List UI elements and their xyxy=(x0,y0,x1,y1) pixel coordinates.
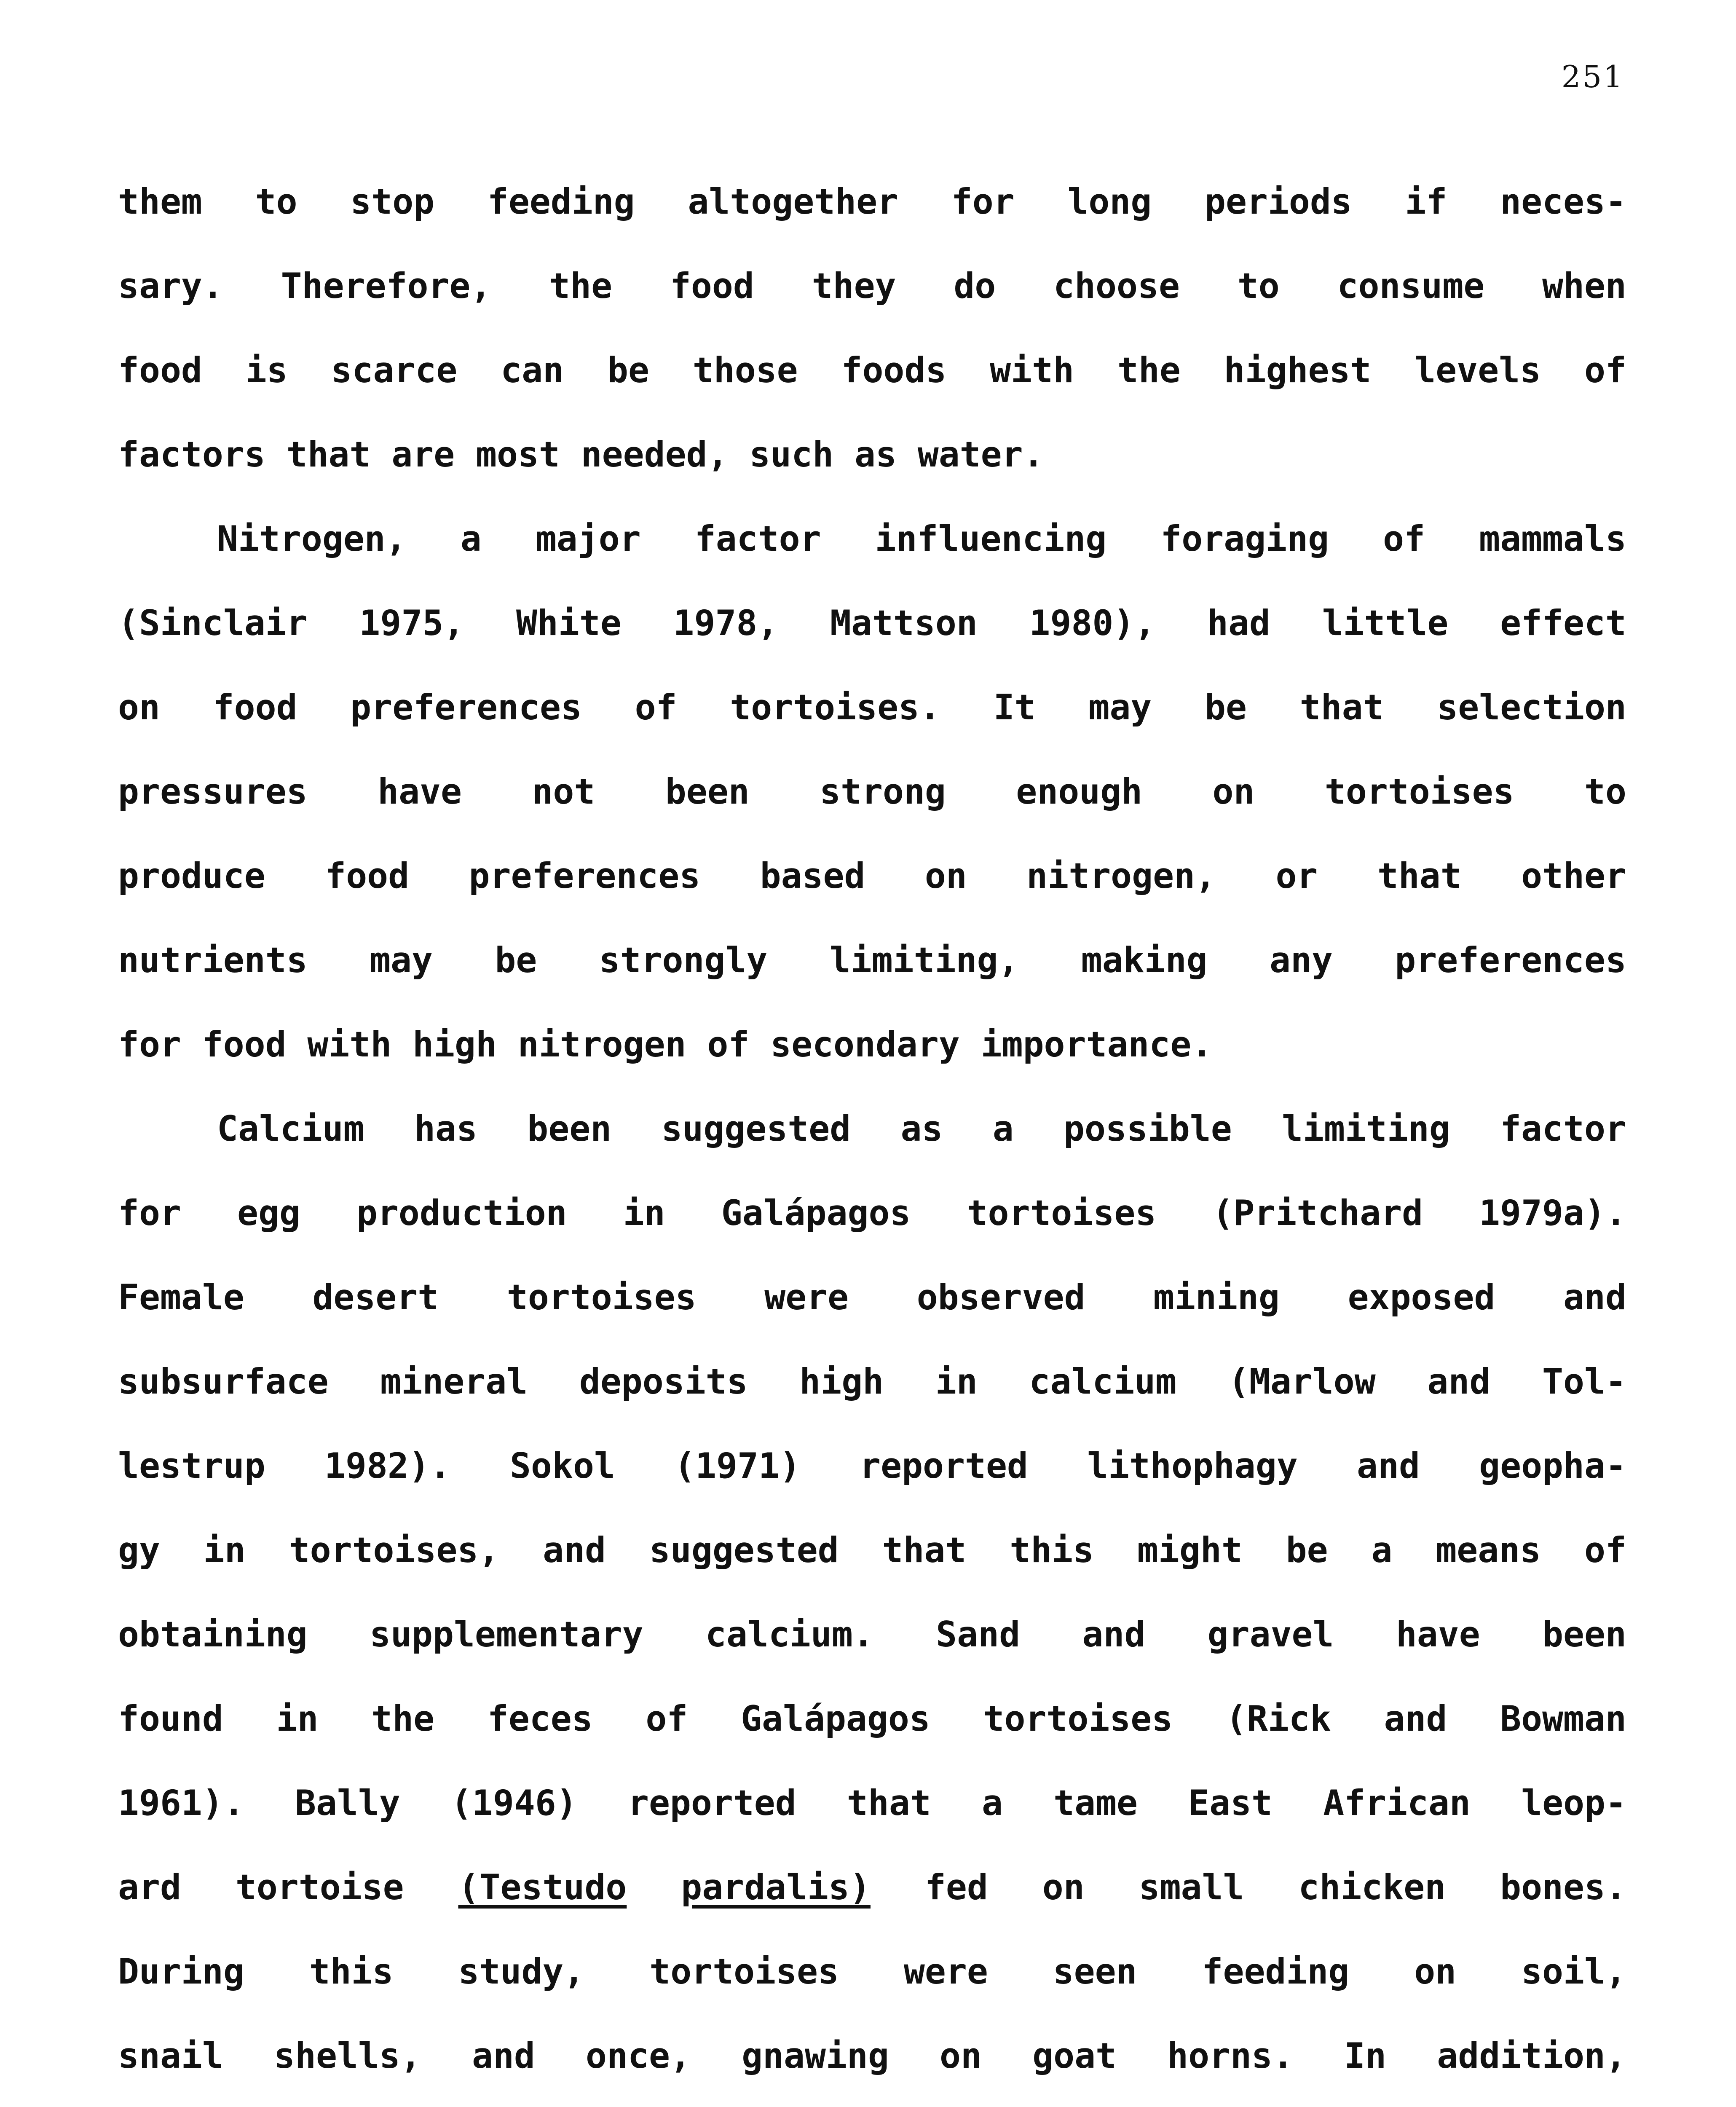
word: feces xyxy=(487,1698,593,1739)
word: and xyxy=(1384,1698,1447,1739)
italic-term: pardalis) xyxy=(681,1867,871,1908)
word: on xyxy=(118,687,160,728)
word: During xyxy=(118,1951,244,1992)
word: and xyxy=(543,1530,606,1571)
word: high xyxy=(413,1024,497,1065)
word: of xyxy=(1383,518,1425,559)
word: periods xyxy=(1204,181,1352,222)
word: feeding xyxy=(487,181,635,222)
word: on xyxy=(1042,1867,1085,1908)
word: water. xyxy=(917,434,1044,475)
word: mining xyxy=(1153,1277,1280,1318)
word: most xyxy=(476,434,560,475)
word: tortoises xyxy=(506,1277,697,1318)
word: for xyxy=(118,1024,181,1065)
word: means xyxy=(1436,1530,1541,1571)
text-line xyxy=(118,1783,1626,1867)
word: if xyxy=(1405,181,1447,222)
word: can xyxy=(501,350,564,391)
text-line xyxy=(118,181,1626,265)
word: Galápagos xyxy=(721,1193,911,1233)
text-line xyxy=(118,771,1626,855)
word: or xyxy=(1275,855,1318,896)
word: to xyxy=(1237,265,1280,306)
text-line xyxy=(118,1277,1626,1361)
word: of xyxy=(707,1024,750,1065)
word: foods xyxy=(841,350,947,391)
word: food xyxy=(118,350,202,391)
word: based xyxy=(760,855,865,896)
word: be xyxy=(607,350,649,391)
word: that xyxy=(847,1783,931,1823)
word: this xyxy=(1010,1530,1094,1571)
word: with xyxy=(990,350,1074,391)
word: in xyxy=(203,1530,246,1571)
word: as xyxy=(854,434,897,475)
word: Bowman xyxy=(1500,1698,1626,1739)
word: do xyxy=(954,265,996,306)
word: limiting xyxy=(1282,1108,1450,1149)
word: such xyxy=(749,434,834,475)
word: addition, xyxy=(1437,2035,1626,2076)
word: that xyxy=(1377,855,1462,896)
word: food xyxy=(202,1024,287,1065)
word: bones. xyxy=(1500,1867,1626,1908)
word: preferences xyxy=(1395,940,1626,981)
word: goat xyxy=(1032,2035,1117,2076)
word: (Pritchard xyxy=(1212,1193,1423,1233)
word: be xyxy=(1204,687,1247,728)
word: food xyxy=(670,265,754,306)
text-line xyxy=(118,687,1626,771)
word: for xyxy=(118,1193,181,1233)
word: and xyxy=(1427,1361,1491,1402)
word: levels xyxy=(1415,350,1541,391)
word: leop- xyxy=(1521,1783,1626,1823)
word: and xyxy=(472,2035,535,2076)
word: preferences xyxy=(469,855,701,896)
word: a xyxy=(1371,1530,1393,1571)
word: strongly xyxy=(599,940,768,981)
text-line xyxy=(118,603,1626,687)
word: may xyxy=(370,940,433,981)
text-line xyxy=(118,1698,1626,1783)
text-line xyxy=(118,1024,1626,1108)
word: for xyxy=(951,181,1015,222)
word: Tol- xyxy=(1542,1361,1626,1402)
word: tortoises xyxy=(983,1698,1173,1739)
word: calcium xyxy=(1029,1361,1177,1402)
word: Sand xyxy=(936,1614,1021,1655)
word: is xyxy=(245,350,288,391)
word: been xyxy=(527,1108,612,1149)
word: lithophagy xyxy=(1087,1445,1298,1486)
word: to xyxy=(1584,771,1626,812)
text-line xyxy=(118,350,1626,434)
text-line xyxy=(118,1614,1626,1698)
word: the xyxy=(549,265,613,306)
word: East xyxy=(1188,1783,1273,1823)
word: as xyxy=(900,1108,943,1149)
word: long xyxy=(1067,181,1152,222)
word: secondary xyxy=(770,1024,960,1065)
word: stop xyxy=(350,181,435,222)
word: a xyxy=(992,1108,1014,1149)
word: (1971) xyxy=(674,1445,801,1486)
word: were xyxy=(903,1951,988,1992)
word: the xyxy=(371,1698,435,1739)
word: making xyxy=(1081,940,1208,981)
word: obtaining xyxy=(118,1614,308,1655)
word: reported xyxy=(860,1445,1028,1486)
word: strong xyxy=(820,771,946,812)
word: when xyxy=(1542,265,1626,306)
word: foraging xyxy=(1160,518,1329,559)
word: production xyxy=(356,1193,567,1233)
word: Mattson xyxy=(830,603,978,643)
word: on xyxy=(924,855,967,896)
text-line xyxy=(118,1193,1626,1277)
word: Female xyxy=(118,1277,244,1318)
word: any xyxy=(1270,940,1333,981)
body-text xyxy=(118,181,1626,2107)
word: geopha- xyxy=(1479,1445,1626,1486)
word: effect xyxy=(1500,603,1626,643)
word: deposits xyxy=(579,1361,748,1402)
word: in xyxy=(623,1193,665,1233)
word: factor xyxy=(1500,1108,1626,1149)
italic-term: (Testudo xyxy=(458,1867,627,1908)
word: food xyxy=(325,855,410,896)
word: importance. xyxy=(981,1024,1213,1065)
word: egg xyxy=(237,1193,300,1233)
word: (Sinclair xyxy=(118,603,308,643)
word: gnawing xyxy=(742,2035,889,2076)
word: high xyxy=(799,1361,884,1402)
word: a xyxy=(460,518,482,559)
word: influencing xyxy=(875,518,1107,559)
word: produce xyxy=(118,855,265,896)
word: on xyxy=(1212,771,1255,812)
word: once, xyxy=(586,2035,691,2076)
word: snail xyxy=(118,2035,223,2076)
text-line xyxy=(118,1445,1626,1530)
word: (Rick xyxy=(1225,1698,1331,1739)
word: other xyxy=(1521,855,1626,896)
word: exposed xyxy=(1348,1277,1495,1318)
word: of xyxy=(635,687,677,728)
word: nitrogen, xyxy=(1026,855,1216,896)
word: supplementary xyxy=(370,1614,643,1655)
word: African xyxy=(1323,1783,1471,1823)
word: tortoise xyxy=(235,1867,404,1908)
word: in xyxy=(935,1361,978,1402)
word: ard xyxy=(118,1867,181,1908)
word: desert xyxy=(312,1277,439,1318)
word: 1982). xyxy=(324,1445,451,1486)
word: subsurface xyxy=(118,1361,329,1402)
word: mammals xyxy=(1479,518,1626,559)
word: It xyxy=(993,687,1036,728)
word: needed, xyxy=(581,434,729,475)
word: seen xyxy=(1053,1951,1137,1992)
word: be xyxy=(1286,1530,1328,1571)
word: found xyxy=(118,1698,223,1739)
word: that xyxy=(286,434,371,475)
word: study, xyxy=(458,1951,585,1992)
word: major xyxy=(535,518,641,559)
word: pressures xyxy=(118,771,308,812)
word: tortoises xyxy=(649,1951,839,1992)
word: little xyxy=(1322,603,1449,643)
word: on xyxy=(1414,1951,1457,1992)
word: in xyxy=(276,1698,319,1739)
word: Galápagos xyxy=(741,1698,930,1739)
word: chicken xyxy=(1298,1867,1446,1908)
text-line xyxy=(118,940,1626,1024)
word: gy xyxy=(118,1530,160,1571)
word: had xyxy=(1207,603,1270,643)
word: suggested xyxy=(661,1108,851,1149)
word: with xyxy=(307,1024,392,1065)
word: those xyxy=(692,350,798,391)
word: feeding xyxy=(1202,1951,1350,1992)
word: tortoises, xyxy=(289,1530,500,1571)
text-line xyxy=(118,1867,1626,1951)
word: consume xyxy=(1337,265,1485,306)
word: suggested xyxy=(649,1530,839,1571)
word: tortoises xyxy=(1324,771,1514,812)
word: tortoises xyxy=(967,1193,1157,1233)
word: of xyxy=(646,1698,688,1739)
word: horns. xyxy=(1167,2035,1294,2076)
word: Therefore, xyxy=(281,265,492,306)
word: and xyxy=(1082,1614,1146,1655)
word: Bally xyxy=(295,1783,400,1823)
text-line xyxy=(118,2035,1626,2107)
word: 1975, xyxy=(359,603,465,643)
word: fed xyxy=(924,1867,988,1908)
word: gravel xyxy=(1207,1614,1334,1655)
word: scarce xyxy=(331,350,458,391)
word: this xyxy=(309,1951,394,1992)
word: enough xyxy=(1016,771,1143,812)
word: them xyxy=(118,181,202,222)
word: may xyxy=(1088,687,1152,728)
word: Nitrogen, xyxy=(217,518,407,559)
word: lestrup xyxy=(118,1445,265,1486)
word: factor xyxy=(694,518,821,559)
word: 1979a). xyxy=(1479,1193,1626,1233)
word: might xyxy=(1137,1530,1243,1571)
text-line xyxy=(118,1951,1626,2035)
word: nutrients xyxy=(118,940,308,981)
text-line xyxy=(118,1530,1626,1614)
word: reported xyxy=(627,1783,796,1823)
page-number: 251 xyxy=(1561,59,1624,94)
word: calcium. xyxy=(705,1614,874,1655)
word: of xyxy=(1584,350,1626,391)
word: selection xyxy=(1437,687,1626,728)
word: altogether xyxy=(688,181,899,222)
word: neces- xyxy=(1500,181,1626,222)
word: small xyxy=(1139,1867,1244,1908)
text-line xyxy=(118,1361,1626,1445)
word: the xyxy=(1117,350,1181,391)
word: (1946) xyxy=(451,1783,577,1823)
word: White xyxy=(516,603,622,643)
word: are xyxy=(391,434,455,475)
word: In xyxy=(1344,2035,1387,2076)
word: limiting, xyxy=(829,940,1019,981)
word: that xyxy=(882,1530,967,1571)
word: Calcium xyxy=(217,1108,364,1149)
word: highest xyxy=(1224,350,1372,391)
word: have xyxy=(1396,1614,1480,1655)
word: they xyxy=(812,265,896,306)
word: on xyxy=(940,2035,982,2076)
text-line xyxy=(118,1108,1626,1193)
word: 1978, xyxy=(673,603,779,643)
word: nitrogen xyxy=(517,1024,686,1065)
text-line xyxy=(118,518,1626,603)
word: possible xyxy=(1063,1108,1232,1149)
word: observed xyxy=(916,1277,1085,1318)
word: that xyxy=(1299,687,1384,728)
word: a xyxy=(981,1783,1003,1823)
word: shells, xyxy=(274,2035,421,2076)
word: preferences xyxy=(350,687,582,728)
word: and xyxy=(1357,1445,1420,1486)
word: tortoises. xyxy=(730,687,940,728)
word: been xyxy=(665,771,750,812)
word: have xyxy=(378,771,462,812)
word: factors xyxy=(118,434,265,475)
word: tame xyxy=(1053,1783,1138,1823)
text-line xyxy=(118,855,1626,940)
word: choose xyxy=(1053,265,1180,306)
text-line xyxy=(118,434,1626,518)
word: food xyxy=(213,687,297,728)
word: 1961). xyxy=(118,1783,244,1823)
word: be xyxy=(495,940,537,981)
word: not xyxy=(532,771,595,812)
word: of xyxy=(1584,1530,1626,1571)
word: to xyxy=(255,181,297,222)
text-line xyxy=(118,265,1626,350)
word: has xyxy=(414,1108,477,1149)
word: sary. xyxy=(118,265,223,306)
word: and xyxy=(1563,1277,1626,1318)
word: been xyxy=(1542,1614,1626,1655)
word: 1980), xyxy=(1029,603,1156,643)
word: were xyxy=(764,1277,849,1318)
word: mineral xyxy=(380,1361,528,1402)
word: Sokol xyxy=(510,1445,615,1486)
word: soil, xyxy=(1521,1951,1626,1992)
word: (Marlow xyxy=(1228,1361,1376,1402)
